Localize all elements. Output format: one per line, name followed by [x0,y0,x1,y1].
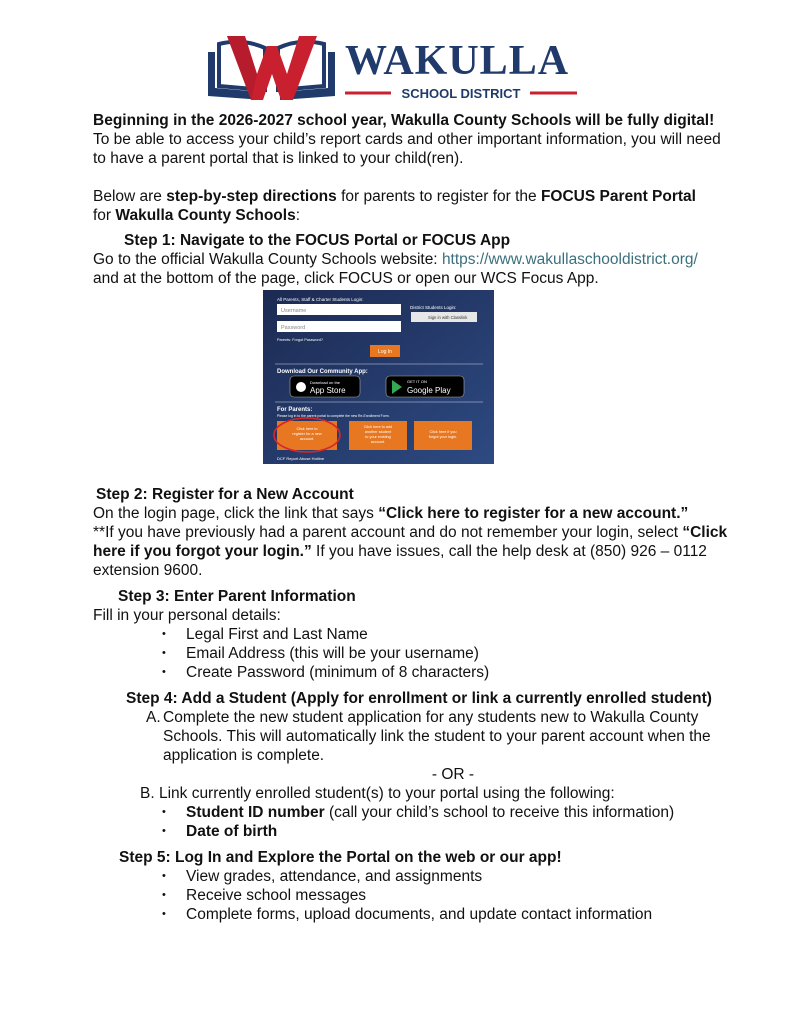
district-website-link[interactable]: https://www.wakullaschooldistrict.org/ [441,251,698,268]
step1-text-2: and at the bottom of the page, click FOCUS or open our WCS Focus App. [93,270,599,287]
or-divider: - OR - [431,766,475,783]
step1-title: Step 1: Navigate to the FOCUS Portal or FOCUS App [124,232,511,249]
svg-text:District Students Login:: District Students Login: [410,305,457,310]
step4-option-a: A. Complete the new student application for any students new to Wakulla County Schools. This will automatically link the student to your parent account when the application is complete. [146,709,711,764]
logo-name: WAKULLA [345,38,570,84]
list-item: • Legal First and Last Name [93,625,733,644]
book-w-emblem [208,36,335,100]
svg-text:All Parents, Staff & Charter S: All Parents, Staff & Charter Students Login: [277,297,364,302]
step5-title: Step 5: Log In and Explore the Portal on the web or our app! [119,849,562,866]
list-item: • Email Address (this will be your username) [93,644,733,663]
list-item: • Create Password (minimum of 8 characters) [93,663,733,682]
svg-text:Google Play: Google Play [407,386,451,395]
step2-text: On the login page, click the link that says “Click here to register for a new account.” [93,505,689,522]
svg-text:DCF Report Abuse Hotline: DCF Report Abuse Hotline [277,456,325,461]
apple-icon [296,382,306,392]
svg-text:another student: another student [364,430,392,434]
list-item: • Complete forms, upload documents, and update contact information [93,905,733,924]
svg-text:Please log in to the parent po: Please log in to the parent portal to complete the new Re-Enrollment Form. [277,414,390,418]
step4-title: Step 4: Add a Student (Apply for enrollment or link a currently enrolled student) [126,690,712,707]
svg-text:Log In: Log In [378,349,392,355]
logo-tagline: SCHOOL DISTRICT [401,86,521,101]
svg-text:For Parents:: For Parents: [277,407,313,413]
intro-headline: Beginning in the 2026-2027 school year, Wakulla County Schools will be fully digital! [93,112,715,129]
svg-text:Download on the: Download on the [310,380,341,385]
svg-text:Download Our Community App:: Download Our Community App: [277,369,368,375]
svg-text:Click here to: Click here to [296,427,318,431]
step5-list [93,867,733,924]
list-item: • Student ID number (call your child’s school to receive this information) [93,803,733,822]
svg-text:Click here if you: Click here if you [429,430,457,434]
flyer-body [93,111,733,924]
directions-text: Below are step-by-step directions for parents to register for the FOCUS Parent Portal for Wakulla County Schools: [93,188,696,224]
step3-title: Step 3: Enter Parent Information [118,588,356,605]
step3-list [93,625,733,682]
list-item: • Date of birth [93,822,733,841]
step3-intro: Fill in your personal details: [93,607,281,624]
svg-text:GET IT ON: GET IT ON [407,379,427,384]
svg-text:Click here to add: Click here to add [363,425,393,429]
step1-text: Go to the official Wakulla County Schools website: https://www.wakullaschooldistrict.org/ [93,251,698,268]
step2-title: Step 2: Register for a New Account [96,486,354,503]
svg-text:Sign in with Classlink: Sign in with Classlink [428,315,468,320]
svg-text:Username: Username [281,308,307,314]
list-item: • View grades, attendance, and assignments [93,867,733,886]
district-logo [205,30,585,110]
list-item: • Receive school messages [93,886,733,905]
svg-text:to your existing: to your existing [365,435,391,439]
svg-text:account.: account. [299,437,315,441]
svg-text:Password: Password [281,325,306,331]
svg-text:forgot your login.: forgot your login. [428,435,458,439]
focus-portal-screenshot [263,290,494,464]
intro-text: To be able to access your child’s report cards and other important information, you will need to have a parent portal that is linked to your child(ren). [93,131,721,167]
step4-option-b: B. Link currently enrolled student(s) to your portal using the following: [140,785,615,802]
svg-text:Parents: Forgot Password?: Parents: Forgot Password? [277,338,324,342]
svg-text:App Store: App Store [310,386,346,395]
step2-note: **If you have previously had a parent account and do not remember your login, select “Click here if you forgot your login.” If you have issues, call the help desk at (850) 926 – 0112 extension 9600. [93,524,728,579]
step4-list [93,803,733,841]
svg-text:account.: account. [370,440,386,444]
svg-text:register for a new: register for a new [292,432,322,436]
